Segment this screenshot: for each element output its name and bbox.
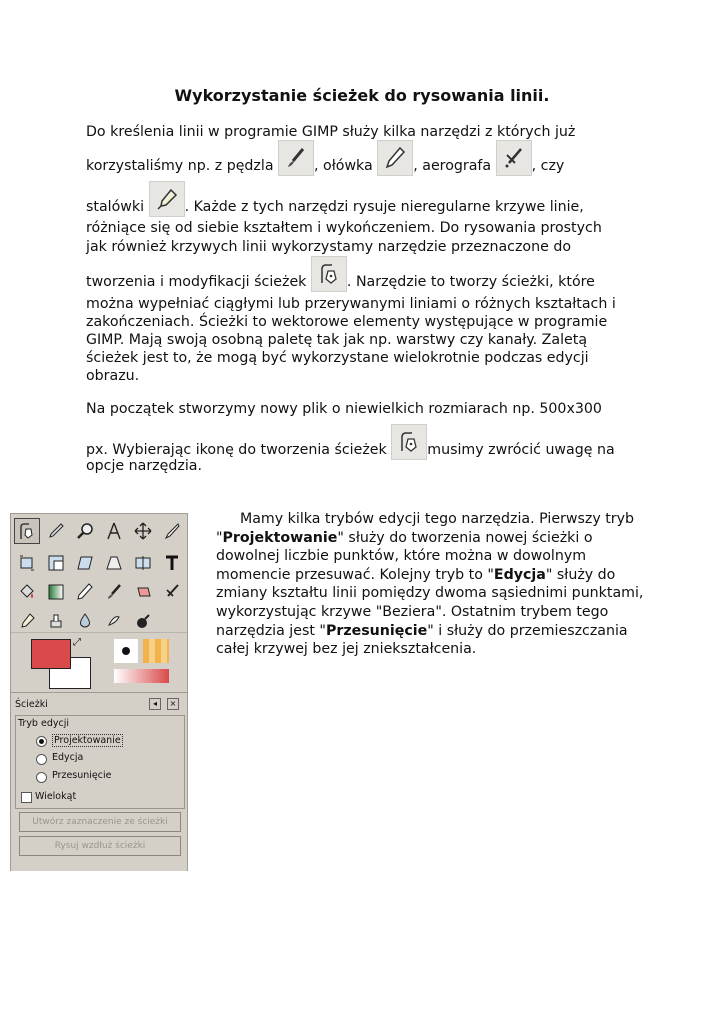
para1-line4: różniące się od siebie kształtem i wykończeniem. Do rysowania prostych — [86, 220, 602, 236]
bucket-fill-icon[interactable] — [14, 579, 40, 605]
ink-pen-icon[interactable] — [14, 608, 40, 634]
text-span: . Każde z tych narzędzi rysuje nieregularne krzywe linie, — [184, 199, 584, 215]
color-area — [11, 632, 187, 695]
text-span: " służy do tworzenia nowej ścieżki o dowolnej liczbie punktów, które można w dowolnym momencie przesuwać. Kolejny tryb to " — [216, 529, 593, 583]
radio-edycja[interactable] — [36, 754, 47, 765]
foreground-color-swatch-front — [31, 639, 71, 669]
para1-line5: jak również krzywych linii wykorzystamy narzędzie przeznaczone do — [86, 239, 572, 255]
group-label: Tryb edycji — [18, 718, 69, 729]
radio-przesuniecie[interactable] — [36, 772, 47, 783]
gradient-preview[interactable] — [114, 669, 169, 683]
bold-term: Edycja — [493, 566, 546, 583]
para1-line2 — [86, 140, 564, 176]
para1-line6 — [86, 256, 595, 292]
flip-icon[interactable] — [130, 550, 156, 576]
knife-icon[interactable] — [159, 518, 185, 544]
para1-line7: można wypełniać ciągłymi lub przerywanymi liniami o różnych kształtach i — [86, 296, 616, 312]
mode-label-edycja: Edycja — [52, 752, 84, 763]
para3 — [216, 510, 646, 659]
gimp-toolbox-screenshot — [10, 513, 188, 871]
para1-line9: GIMP. Mają swoją osobną paletę tak jak np. warstwy czy kanały. Zaletą — [86, 332, 588, 348]
text-span: , aerografa — [413, 158, 492, 174]
bold-term: Projektowanie — [222, 529, 338, 546]
eraser-icon[interactable] — [130, 579, 156, 605]
mode-label-przesuniecie: Przesunięcie — [52, 770, 112, 781]
para2-line3: opcje narzędzia. — [86, 458, 202, 474]
para1-line8: zakończeniach. Ścieżki to wektorowe elementy występujące w programie — [86, 314, 608, 330]
panel-title: Ścieżki — [15, 699, 48, 710]
move-icon[interactable] — [130, 518, 156, 544]
text-span: " służy do zmiany kształtu linii pomiędzy dwoma sąsiednimi punktami, wykorzystując krzywe "Beziera". Ostatnim trybem tego narzędzia jest " — [216, 566, 644, 639]
para1-line1: Do kreślenia linii w programie GIMP służy kilka narzędzi z których już — [86, 124, 576, 140]
airbrush-icon[interactable] — [159, 579, 185, 605]
paths-tool-icon — [311, 256, 347, 292]
mode-label-projektowanie: Projektowanie — [54, 735, 121, 746]
pencil-icon — [377, 140, 413, 176]
text-span: , ołówka — [314, 158, 373, 174]
para3-text — [216, 510, 646, 659]
clone-icon[interactable] — [43, 608, 69, 634]
pattern-preview[interactable] — [143, 639, 169, 663]
para1-line11: obrazu. — [86, 368, 140, 384]
magnify-icon[interactable] — [72, 518, 98, 544]
para2-line1: Na początek stworzymy nowy plik o niewielkich rozmiarach np. 500x300 — [86, 401, 602, 417]
text-span: , czy — [531, 158, 565, 174]
brush-preview[interactable] — [114, 639, 138, 663]
brush-icon — [278, 140, 314, 176]
stroke-path-button[interactable]: Rysuj wzdłuż ścieżki — [19, 836, 181, 856]
text-span: " i służy do przemieszczania całej krzywej bez jej zniekształcenia. — [216, 622, 628, 658]
airbrush-icon — [496, 140, 532, 176]
shear-icon[interactable] — [72, 550, 98, 576]
polygonal-label: Wielokąt — [35, 791, 77, 802]
swap-colors-icon[interactable]: ⤢ — [73, 637, 81, 648]
close-icon[interactable]: × — [167, 698, 179, 710]
blend-icon[interactable] — [43, 579, 69, 605]
perspective-icon[interactable] — [101, 550, 127, 576]
paths-options-panel — [11, 692, 187, 871]
text-span: tworzenia i modyfikacji ścieżek — [86, 274, 307, 290]
para2-line2 — [86, 424, 615, 460]
paths-tool-icon — [391, 424, 427, 460]
page-title: Wykorzystanie ścieżek do rysowania linii. — [174, 86, 550, 105]
dodge-burn-icon[interactable] — [130, 608, 156, 634]
brush-icon[interactable] — [101, 579, 127, 605]
blur-icon[interactable] — [72, 608, 98, 634]
text-tool-icon[interactable] — [159, 550, 185, 576]
ink-pen-icon — [149, 181, 185, 217]
smudge-icon[interactable] — [101, 608, 127, 634]
text-span: musimy zwrócić uwagę na — [427, 442, 615, 458]
text-span: Mamy kilka trybów edycji tego narzędzia. Pierwszy tryb " — [216, 511, 635, 546]
menu-arrow-icon[interactable]: ◂ — [149, 698, 161, 710]
scale-icon[interactable] — [43, 550, 69, 576]
para1-line3 — [86, 181, 584, 217]
color-picker-icon[interactable] — [43, 518, 69, 544]
selection-from-path-button[interactable]: Utwórz zaznaczenie ze ścieżki — [19, 812, 181, 832]
text-span: stalówki — [86, 199, 145, 215]
text-span: px. Wybierając ikonę do tworzenia ścieżek — [86, 442, 387, 458]
text-span: korzystaliśmy np. z pędzla — [86, 158, 274, 174]
rotate-icon[interactable] — [14, 550, 40, 576]
text-span: . Narzędzie to tworzy ścieżki, które — [346, 274, 595, 290]
para1-line10: ścieżek jest to, że mogą być wykorzystane wielokrotnie podczas edycji — [86, 350, 589, 366]
polygonal-checkbox[interactable] — [21, 792, 32, 803]
measure-icon[interactable] — [101, 518, 127, 544]
bold-term: Przesunięcie — [325, 622, 428, 639]
pencil-icon[interactable] — [72, 579, 98, 605]
paths-tool-icon[interactable] — [14, 518, 40, 544]
radio-projektowanie[interactable] — [36, 736, 47, 747]
